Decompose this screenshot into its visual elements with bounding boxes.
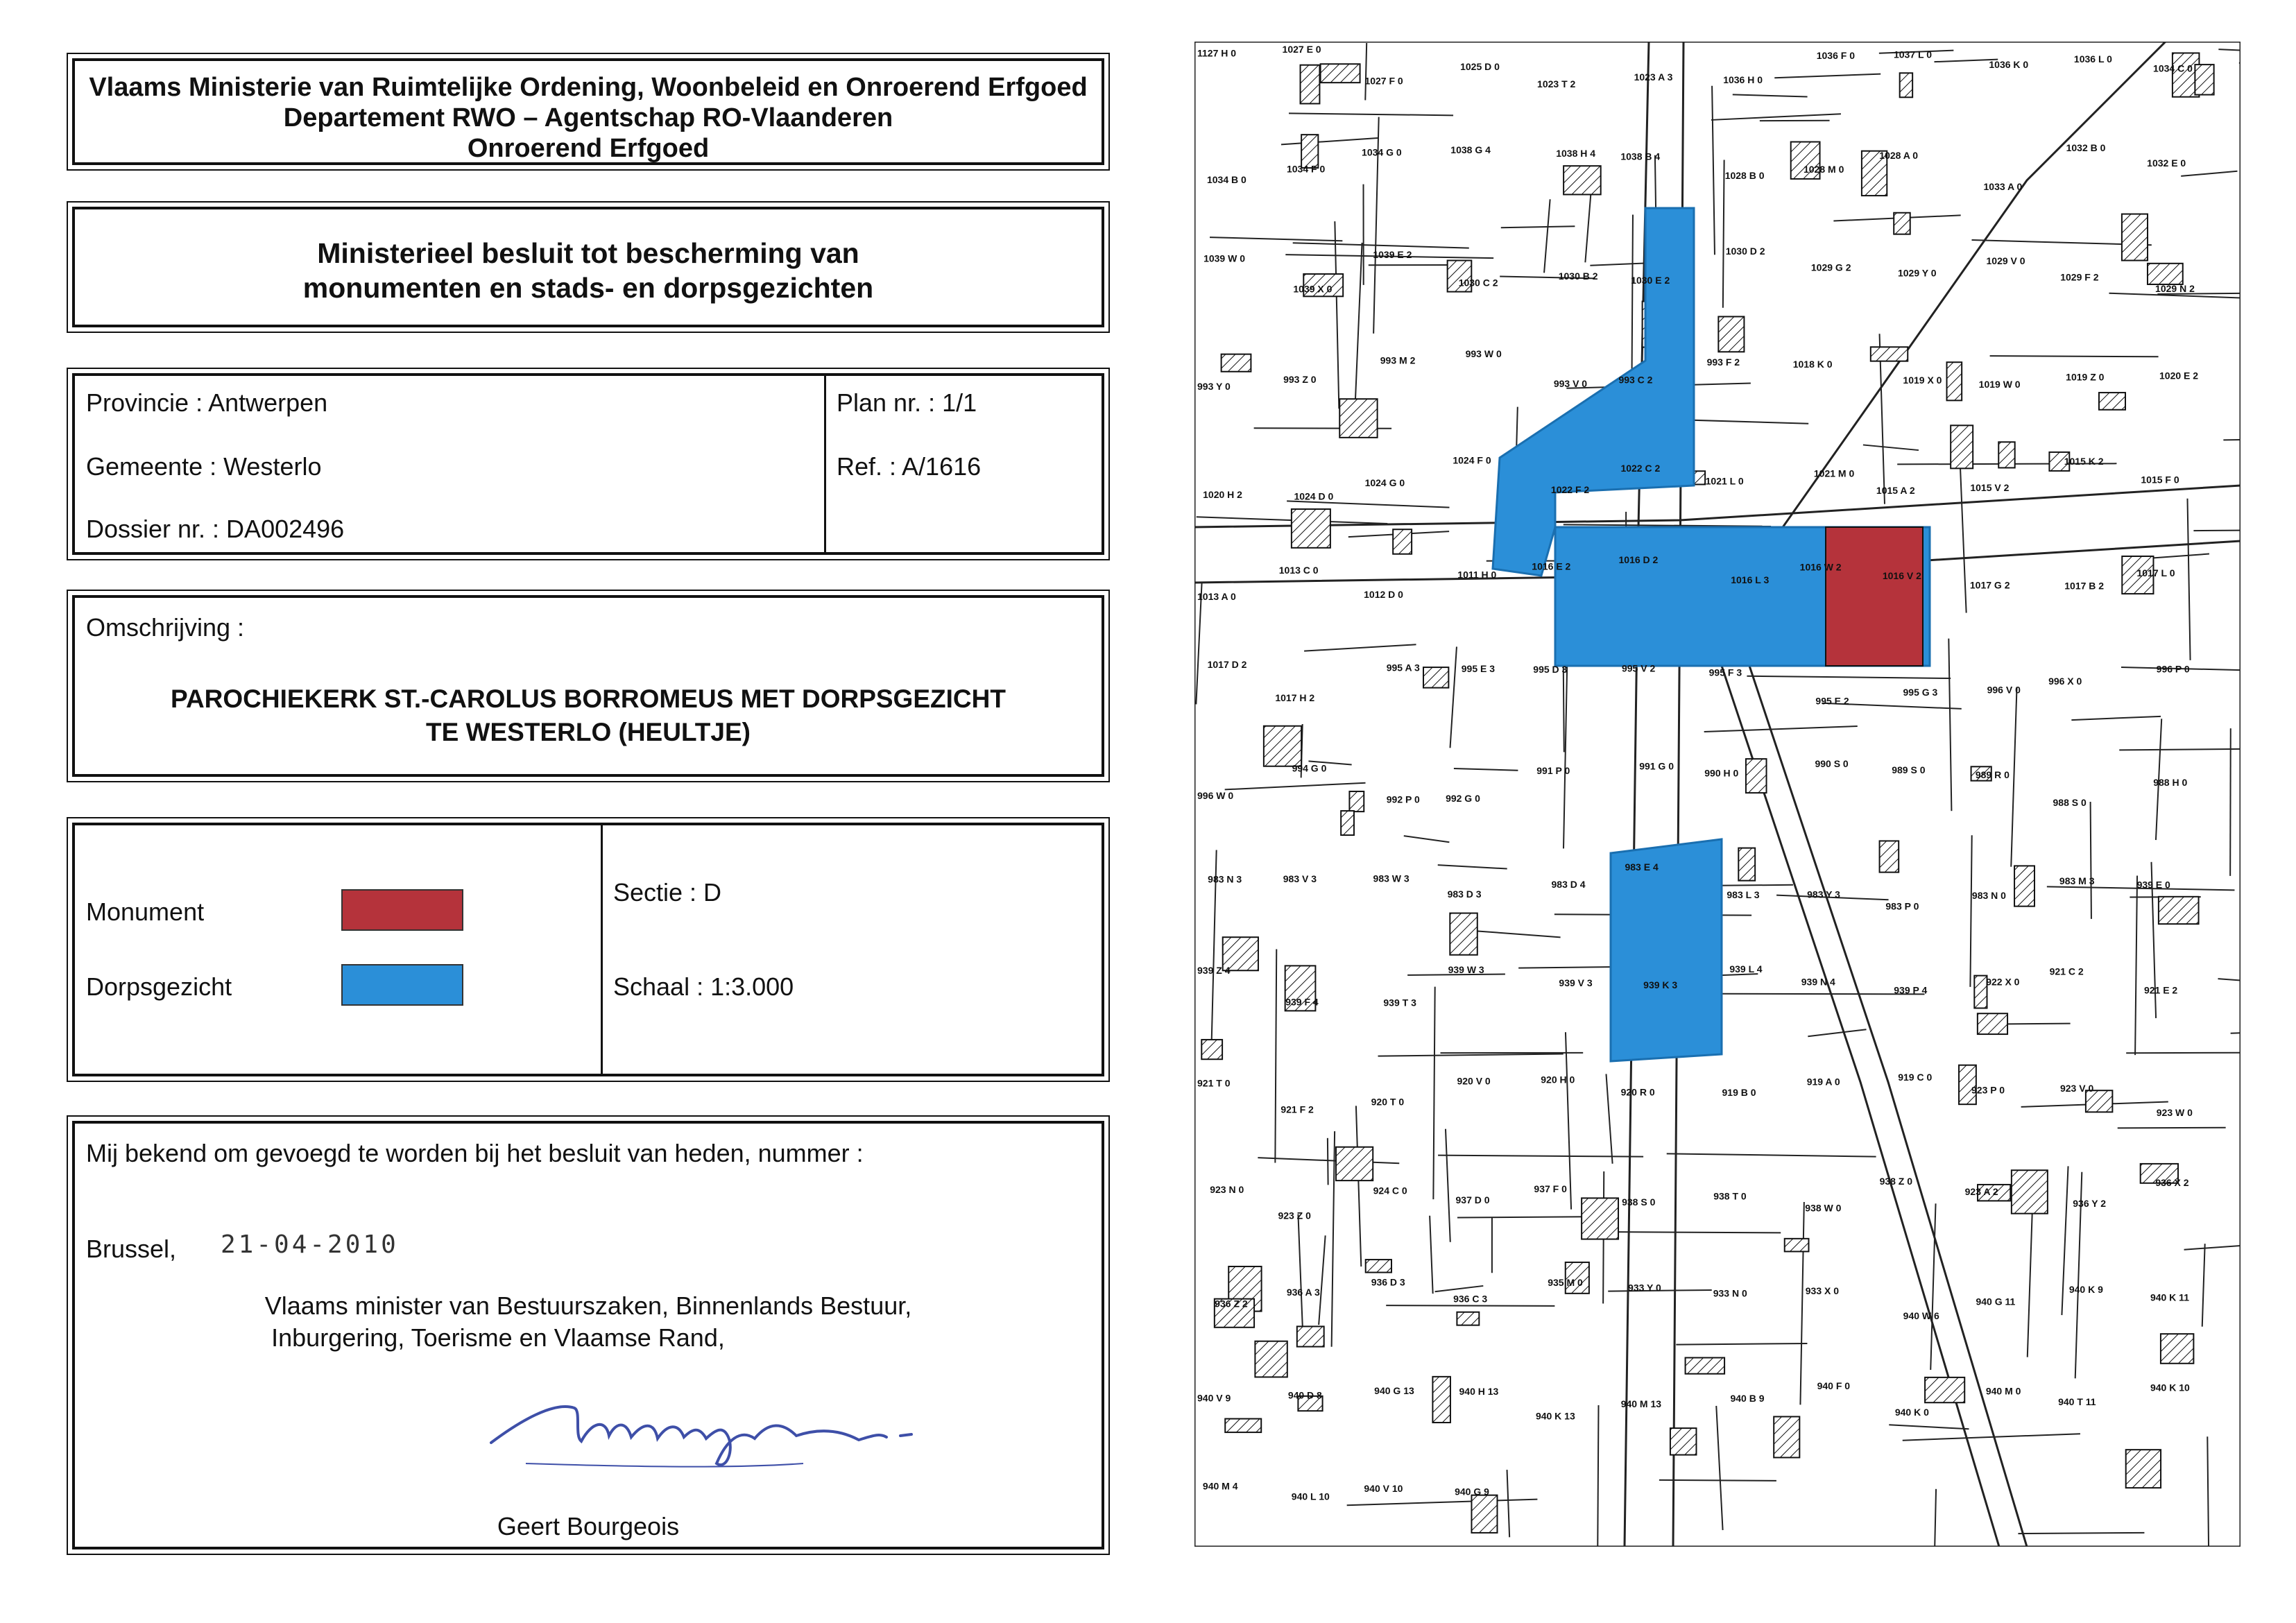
decree-title-line2: monumenten en stads- en dorpsgezichten (302, 272, 874, 304)
parcel-label: 1019 Z 0 (2066, 371, 2105, 383)
parcel-label: 1023 A 3 (1634, 71, 1673, 83)
plan-number: Plan nr. : 1/1 (837, 388, 977, 417)
parcel-label: 1018 K 0 (1792, 359, 1833, 370)
parcel-label: 1127 H 0 (1197, 47, 1237, 59)
parcel-label: 996 P 0 (2156, 663, 2190, 675)
building (1336, 1147, 1373, 1180)
parcel-label: 921 C 2 (2049, 965, 2084, 977)
parcel-label: 939 T 3 (1383, 997, 1416, 1008)
building (1393, 529, 1412, 554)
building (1774, 1416, 1799, 1457)
parcel-label: 919 A 0 (1806, 1076, 1840, 1088)
building (1785, 1239, 1809, 1252)
parcel-label: 940 M 13 (1620, 1398, 1662, 1410)
parcel-label: 996 W 0 (1197, 790, 1234, 802)
parcel-label: 1029 F 2 (2060, 271, 2099, 283)
parcel-label: 936 Y 2 (2073, 1198, 2107, 1210)
parcel-label: 983 E 4 (1625, 861, 1659, 873)
parcel-label: 1032 E 0 (2147, 157, 2186, 169)
parcel-label: 940 M 4 (1202, 1480, 1238, 1492)
parcel-label: 937 D 0 (1455, 1194, 1490, 1205)
parcel-label: 990 S 0 (1815, 758, 1849, 770)
building (1301, 65, 1320, 104)
minister-title-line2: Inburgering, Toerisme en Vlaamse Rand, (271, 1323, 725, 1352)
building (1925, 1377, 1964, 1402)
legend-dorpsgezicht-label: Dorpsgezicht (86, 972, 232, 1001)
parcel-label: 940 V 9 (1197, 1392, 1231, 1404)
parcel-label: 940 K 10 (2150, 1382, 2190, 1393)
parcel-label: 990 H 0 (1704, 767, 1739, 779)
parcel-label: 940 K 11 (2150, 1291, 2190, 1303)
parcel-label: 1027 F 0 (1364, 75, 1403, 87)
parcel-label: 988 S 0 (2053, 796, 2087, 808)
parcel-label: 1029 Y 0 (1897, 267, 1937, 279)
parcel-label: 1011 H 0 (1457, 569, 1497, 581)
parcel-label: 939 W 3 (1448, 964, 1484, 976)
reference: Ref. : A/1616 (837, 452, 982, 481)
parcel-boundary-line (1386, 1305, 1554, 1306)
parcel-label: 993 F 2 (1706, 357, 1740, 368)
parcel-label: 940 G 13 (1374, 1384, 1414, 1396)
parcel-label: 1024 F 0 (1453, 454, 1491, 466)
parcel-label: 938 W 0 (1805, 1202, 1842, 1214)
parcel-label: 993 M 2 (1380, 354, 1416, 366)
parcel-label: 1017 G 2 (1969, 579, 2010, 591)
parcel-label: 940 T 11 (2058, 1396, 2096, 1407)
parcel-label: 1015 F 0 (2141, 474, 2179, 486)
parcel-label: 995 F 3 (1708, 667, 1742, 678)
ministry-header (72, 58, 1104, 165)
parcel-label: 1034 G 0 (1362, 146, 1402, 158)
parcel-label: 939 N 4 (1801, 976, 1835, 988)
parcel-label: 1028 M 0 (1803, 163, 1844, 175)
parcel-label: 993 C 2 (1618, 374, 1653, 386)
parcel-label: 1016 L 3 (1731, 574, 1770, 586)
parcel-label: 995 D 3 (1533, 664, 1568, 676)
parcel-label: 921 T 0 (1197, 1077, 1231, 1089)
building (1718, 316, 1744, 352)
parcel-label: 1036 K 0 (1989, 59, 2029, 71)
minister-name: Geert Bourgeois (497, 1512, 680, 1540)
building (1471, 1495, 1497, 1533)
description-line2: TE WESTERLO (HEULTJE) (426, 718, 751, 746)
building (2014, 866, 2034, 906)
parcel-label: 1027 E 0 (1282, 44, 1321, 55)
parcel-label: 936 D 3 (1371, 1276, 1405, 1288)
parcel-boundary-line (1659, 1480, 1776, 1481)
building (1894, 213, 1910, 234)
cadastral-map-svg (1194, 42, 2241, 1547)
building (2099, 393, 2125, 410)
parcel-label: 939 P 4 (1894, 984, 1928, 996)
parcel-label: 940 K 13 (1535, 1410, 1575, 1422)
parcel-label: 1025 D 0 (1460, 60, 1500, 72)
building (1582, 1198, 1618, 1239)
agency-name: Onroerend Erfgoed (467, 134, 710, 163)
parcel-label: 1023 T 2 (1537, 78, 1576, 90)
parcel-label: 1030 E 2 (1631, 275, 1670, 286)
parcel-label: 1024 D 0 (1294, 490, 1334, 502)
parcel-label: 920 T 0 (1371, 1096, 1405, 1108)
parcel-label: 1038 G 4 (1450, 144, 1491, 156)
building (1423, 667, 1448, 687)
parcel-label: 940 W 6 (1903, 1310, 1939, 1322)
parcel-label: 983 N 3 (1208, 873, 1242, 885)
parcel-label: 923 Z 0 (1278, 1210, 1311, 1221)
parcel-label: 1015 K 2 (2064, 456, 2104, 467)
parcel-label: 1038 B 4 (1620, 151, 1661, 162)
parcel-label: 1024 G 0 (1364, 476, 1405, 488)
parcel-label: 938 Z 0 (1879, 1175, 1913, 1187)
parcel-label: 1039 X 0 (1293, 283, 1333, 295)
parcel-label: 1034 C 0 (2153, 62, 2193, 74)
building (1225, 1419, 1261, 1433)
parcel-label: 1012 D 0 (1364, 588, 1403, 600)
schaal: Schaal : 1:3.000 (613, 972, 794, 1001)
parcel-label: 919 B 0 (1722, 1087, 1756, 1099)
building (2159, 897, 2199, 924)
parcel-label: 983 M 3 (2059, 875, 2095, 886)
provincie: Provincie : Antwerpen (86, 388, 328, 417)
decree-title (72, 207, 1104, 327)
dossier-number: Dossier nr. : DA002496 (86, 515, 345, 543)
parcel-label: 1019 X 0 (1903, 375, 1942, 386)
parcel-label: 1016 E 2 (1532, 560, 1571, 572)
building (2126, 1450, 2161, 1488)
parcel-label: 940 G 9 (1455, 1486, 1489, 1497)
parcel-label: 993 Z 0 (1283, 374, 1317, 386)
parcel-label: 922 X 0 (1986, 976, 2020, 988)
description-title (75, 682, 1102, 749)
building (1746, 759, 1767, 793)
description-label: Omschrijving : (86, 613, 245, 642)
parcel-label: 936 A 3 (1286, 1286, 1320, 1298)
building (2148, 264, 2183, 284)
parcel-boundary-line (2018, 1533, 2144, 1534)
parcel-label: 940 G 11 (1976, 1296, 2016, 1307)
parcel-label: 938 S 0 (1622, 1196, 1656, 1208)
building (2161, 1334, 2193, 1364)
parcel-label: 1033 A 0 (1983, 180, 2023, 192)
building (1998, 442, 2014, 467)
parcel-label: 983 D 3 (1447, 888, 1482, 900)
monument-church (1826, 527, 1923, 666)
parcel-label: 1017 D 2 (1207, 658, 1247, 670)
parcel-label: 939 E 0 (2136, 879, 2170, 891)
parcel-label: 992 P 0 (1386, 793, 1420, 805)
building (1947, 362, 1962, 400)
parcel-label: 983 V 3 (1283, 873, 1317, 885)
parcel-label: 993 W 0 (1465, 347, 1502, 359)
parcel-label: 940 H 13 (1459, 1385, 1499, 1397)
parcel-label: 920 H 0 (1541, 1074, 1575, 1085)
building (1222, 354, 1251, 372)
parcel-label: 1029 V 0 (1986, 255, 2025, 266)
parcel-label: 939 F 4 (1285, 996, 1319, 1008)
building (2012, 1170, 2048, 1213)
description (72, 595, 1104, 777)
parcel-label: 995 E 2 (1815, 695, 1849, 707)
building (1563, 166, 1601, 194)
legend-monument-swatch (341, 889, 463, 931)
parcel-label: 1013 C 0 (1278, 564, 1319, 576)
parcel-label: 939 K 3 (1643, 979, 1678, 991)
parcel-label: 1020 E 2 (2159, 370, 2199, 381)
handwritten-signature (477, 1380, 977, 1484)
parcel-label: 1016 W 2 (1799, 561, 1842, 573)
parcel-label: 1028 B 0 (1724, 169, 1765, 181)
parcel-label: 1030 D 2 (1725, 245, 1765, 257)
parcel-label: 1034 F 0 (1286, 163, 1326, 175)
parcel-label: 923 N 0 (1210, 1183, 1244, 1195)
parcel-label: 923 W 0 (2156, 1107, 2193, 1119)
parcel-label: 936 C 3 (1453, 1293, 1488, 1305)
parcel-label: 920 V 0 (1457, 1075, 1491, 1087)
parcel-label: 1021 L 0 (1705, 475, 1744, 487)
parcel-label: 940 B 9 (1730, 1392, 1765, 1404)
building (1201, 1040, 1222, 1059)
parcel-label: 923 P 0 (1971, 1084, 2005, 1096)
building (2195, 65, 2213, 94)
building (1670, 1428, 1697, 1454)
parcel-label: 983 P 0 (1885, 900, 1919, 912)
parcel-label: 1029 G 2 (1810, 261, 1851, 273)
parcel-label: 936 Z 2 (1215, 1298, 1248, 1309)
parcel-label: 923 V 0 (2059, 1082, 2094, 1094)
parcel-label: 1038 H 4 (1556, 147, 1596, 159)
building (1951, 425, 1973, 468)
parcel-label: 1039 E 2 (1373, 249, 1412, 261)
parcel-label: 995 A 3 (1386, 662, 1420, 673)
description-line1: PAROCHIEKERK ST.-CAROLUS BORROMEUS MET DORPSGEZICHT (171, 685, 1006, 713)
building (1450, 913, 1477, 955)
parcel-label: 919 C 0 (1898, 1071, 1933, 1083)
parcel-label: 1036 H 0 (1723, 74, 1763, 85)
parcel-label: 940 F 0 (1817, 1380, 1851, 1392)
building (1255, 1341, 1287, 1377)
gemeente: Gemeente : Westerlo (86, 452, 322, 481)
parcel-label: 940 L 10 (1291, 1491, 1330, 1502)
department-name: Departement RWO – Agentschap RO-Vlaanderen (283, 103, 893, 132)
parcel-boundary-line (1990, 356, 2159, 357)
building (1738, 848, 1755, 881)
parcel-label: 940 K 9 (2068, 1284, 2103, 1296)
decree-title-line1: Ministerieel besluit tot bescherming van (317, 237, 859, 269)
parcel-boundary-line (2126, 1053, 2241, 1054)
building (1341, 811, 1354, 835)
parcel-boundary-line (1632, 214, 1633, 372)
parcel-label: 924 C 0 (1373, 1185, 1407, 1196)
signature-intro: Mij bekend om gevoegd te worden bij het besluit van heden, nummer : (86, 1139, 864, 1167)
parcel-label: 1034 B 0 (1206, 173, 1246, 185)
building (1349, 791, 1364, 812)
parcel-label: 920 R 0 (1620, 1086, 1655, 1098)
parcel-label: 936 X 2 (2155, 1177, 2189, 1189)
parcel-label: 921 E 2 (2143, 984, 2178, 996)
parcel-label: 983 L 3 (1727, 889, 1760, 901)
parcel-label: 991 P 0 (1536, 765, 1570, 777)
parcel-label: 933 X 0 (1805, 1285, 1840, 1296)
cadastral-map (1194, 42, 2241, 1547)
parcel-label: 940 V 10 (1364, 1482, 1403, 1494)
parcel-label: 1016 D 2 (1618, 554, 1659, 566)
parcel-label: 935 M 0 (1548, 1276, 1583, 1288)
parcel-boundary-line (2193, 530, 2241, 531)
parcel-label: 1032 B 0 (2066, 142, 2106, 154)
legend-monument-label: Monument (86, 898, 205, 926)
building (1978, 1013, 2007, 1034)
parcel-label: 921 F 2 (1280, 1104, 1314, 1115)
parcel-label: 1021 M 0 (1813, 467, 1855, 479)
building (1457, 1312, 1479, 1325)
signature-place: Brussel, (86, 1235, 177, 1263)
building (2122, 214, 2148, 261)
parcel-label: 994 G 0 (1292, 762, 1327, 774)
dossier-info-left (75, 376, 826, 552)
parcel-label: 993 Y 0 (1197, 381, 1231, 393)
parcel-label: 995 V 2 (1621, 662, 1656, 674)
parcel-label: 988 H 0 (2153, 776, 2188, 788)
parcel-label: 989 S 0 (1892, 764, 1926, 775)
parcel-label: 1036 F 0 (1816, 49, 1855, 61)
parcel-label: 923 A 2 (1964, 1186, 1998, 1198)
parcel-label: 996 X 0 (2048, 675, 2082, 687)
legend-dorpsgezicht-swatch (341, 964, 463, 1006)
parcel-label: 1036 L 0 (2073, 53, 2112, 65)
parcel-label: 938 T 0 (1713, 1190, 1747, 1202)
parcel-label: 933 Y 0 (1628, 1282, 1661, 1294)
parcel-label: 1028 A 0 (1879, 149, 1919, 161)
legend (72, 823, 1104, 1076)
parcel-label: 940 M 0 (1985, 1385, 2021, 1397)
building (1339, 399, 1377, 438)
parcel-label: 1030 B 2 (1558, 270, 1598, 282)
building (1297, 1326, 1324, 1346)
parcel-label: 995 G 3 (1903, 686, 1938, 698)
parcel-label: 989 R 0 (1975, 769, 2010, 781)
sectie: Sectie : D (613, 878, 722, 907)
signature-block (72, 1121, 1104, 1549)
parcel-label: 1013 A 0 (1197, 590, 1236, 602)
parcel-label: 1015 A 2 (1876, 484, 1915, 496)
building (1264, 726, 1301, 766)
parcel-label: 1017 L 0 (2136, 567, 2175, 578)
legend-divider (601, 825, 603, 1074)
building (1366, 1260, 1391, 1272)
parcel-label: 1017 H 2 (1275, 692, 1315, 703)
parcel-label: 1030 C 2 (1458, 277, 1498, 289)
building (1900, 73, 1912, 97)
building (1321, 64, 1360, 83)
building (1974, 976, 1987, 1008)
parcel-label: 940 D 8 (1287, 1389, 1322, 1401)
parcel-label: 933 N 0 (1713, 1287, 1747, 1299)
parcel-label: 1015 V 2 (1970, 482, 2010, 494)
parcel-label: 940 K 0 (1894, 1406, 1929, 1418)
parcel-label: 1029 N 2 (2155, 283, 2195, 295)
parcel-label: 1016 V 2 (1882, 570, 1921, 582)
ministry-name: Vlaams Ministerie van Ruimtelijke Ordening, Woonbeleid en Onroerend Erfgoed (89, 73, 1088, 102)
parcel-label: 939 V 3 (1559, 977, 1593, 988)
parcel-label: 996 V 0 (1987, 684, 2021, 696)
parcel-boundary-line (2230, 728, 2231, 876)
parcel-label: 937 F 0 (1534, 1183, 1567, 1194)
parcel-label: 991 G 0 (1639, 760, 1674, 772)
parcel-label: 939 L 4 (1729, 963, 1763, 975)
parcel-label: 992 G 0 (1446, 793, 1480, 805)
parcel-label: 983 N 0 (1971, 889, 2006, 901)
parcel-label: 983 W 3 (1373, 873, 1410, 884)
parcel-label: 1019 W 0 (1978, 378, 2021, 390)
parcel-label: 993 V 0 (1553, 378, 1588, 390)
dossier-info (72, 373, 1104, 555)
parcel-label: 983 D 4 (1551, 879, 1586, 891)
building (1686, 1357, 1724, 1373)
date-stamp: 21-04-2010 (221, 1230, 399, 1259)
building (1292, 509, 1330, 548)
parcel-label: 1020 H 2 (1203, 489, 1242, 501)
parcel-label: 1039 W 0 (1203, 252, 1246, 264)
parcel-label: 1017 B 2 (2064, 580, 2105, 592)
building (1880, 841, 1899, 872)
parcel-label: 1037 L 0 (1893, 49, 1933, 60)
parcel-label: 1022 F 2 (1550, 483, 1590, 495)
building (1871, 347, 1908, 361)
minister-title-line1: Vlaams minister van Bestuurszaken, Binnenlands Bestuur, (264, 1291, 912, 1320)
parcel-label: 939 Z 4 (1197, 964, 1231, 976)
building (1432, 1377, 1450, 1423)
parcel-label: 1022 C 2 (1620, 463, 1661, 474)
parcel-label: 983 Y 3 (1807, 888, 1840, 900)
parcel-label: 995 E 3 (1461, 663, 1496, 675)
